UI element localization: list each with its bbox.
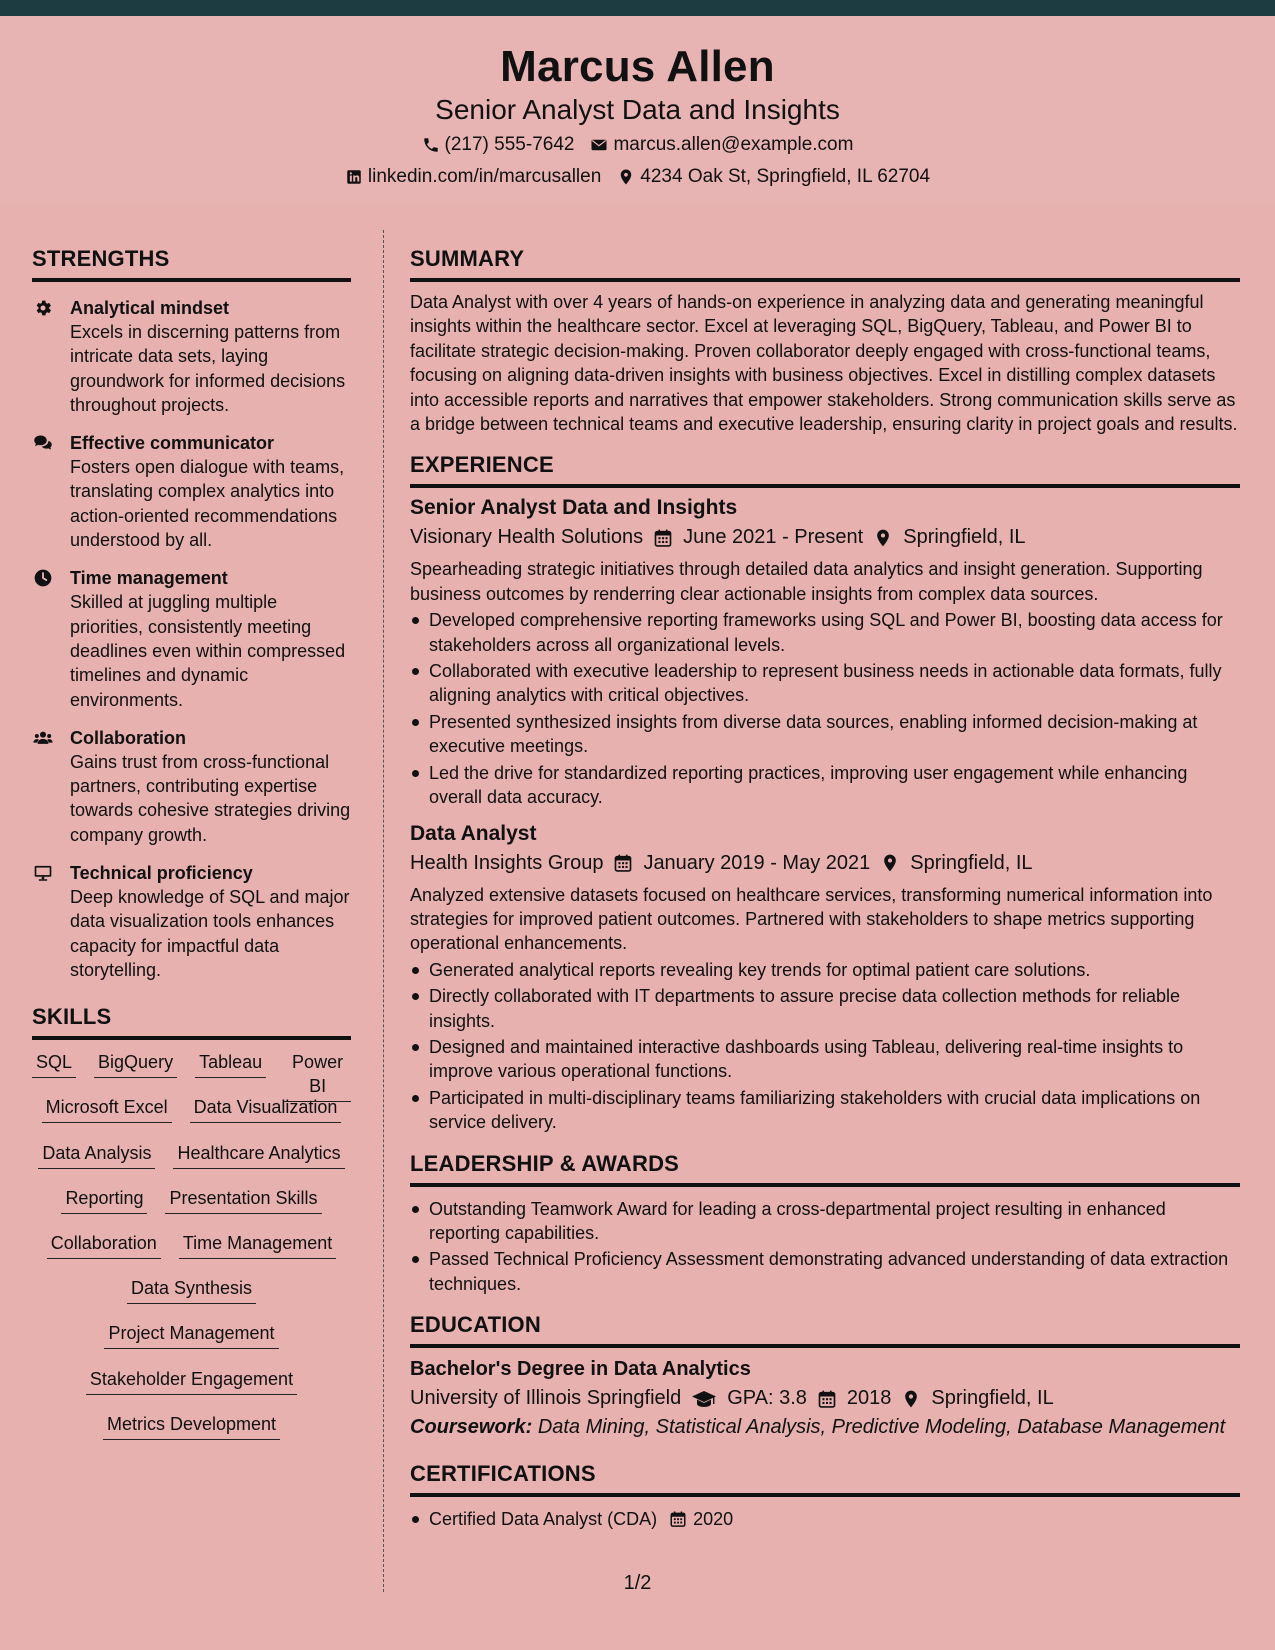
skill-tag: Data Synthesis bbox=[127, 1276, 256, 1304]
linkedin-icon bbox=[345, 168, 363, 186]
graduation-cap-icon bbox=[691, 1389, 717, 1409]
linkedin-link[interactable]: linkedin.com/in/marcusallen bbox=[367, 166, 602, 187]
job-location: Springfield, IL bbox=[903, 526, 1026, 549]
summary-text: Data Analyst with over 4 years of hands-on experience in analyzing data and generating meaningful insights within the healthcare sector. Excel at leveraging SQL, BigQuery, Tableau, and Power BI to facilitate strategic decision-making. Proven collaborator deeply engaged with cross-functional teams, focusing on aligning data-driven insights with business objectives. Excel in distilling complex datasets into accessible reports and narratives that empower stakeholders. Strong communication skills serve as a bridge between technical teams and executive leadership, ensuring clarity in project goals and results. bbox=[410, 292, 1238, 435]
job-meta bbox=[410, 852, 1240, 875]
contact-row-2 bbox=[0, 166, 1275, 188]
job-company: Visionary Health Solutions bbox=[410, 526, 644, 549]
strength-item bbox=[32, 296, 351, 417]
skills-row bbox=[32, 1141, 351, 1186]
job-bullets bbox=[410, 608, 1240, 809]
graduation-year: 2018 bbox=[846, 1387, 892, 1410]
skill-tag: Stakeholder Engagement bbox=[86, 1367, 297, 1395]
contact-row-1 bbox=[0, 134, 1275, 156]
bullet-item: Led the drive for standardized reporting practices, improving user engagement while enhancing overall data accuracy. bbox=[410, 761, 1240, 810]
skill-tag: Time Management bbox=[179, 1231, 336, 1259]
skill-tag: SQL bbox=[32, 1050, 76, 1078]
leadership-heading: LEADERSHIP & AWARDS bbox=[410, 1151, 1240, 1187]
job-location: Springfield, IL bbox=[910, 851, 1033, 874]
bullet-item: Collaborated with executive leadership to represent business needs in actionable data formats, fully aligning analytics with critical objectives. bbox=[410, 659, 1240, 708]
linkedin-contact[interactable] bbox=[345, 166, 601, 188]
strength-description: Deep knowledge of SQL and major data visualization tools enhances capacity for impactful data storytelling. bbox=[70, 887, 350, 980]
skills-row bbox=[32, 1276, 351, 1321]
email-link[interactable]: marcus.allen@example.com bbox=[613, 134, 854, 155]
bullet-item: Designed and maintained interactive dashboards using Tableau, delivering real-time insights to improve various operational functions. bbox=[410, 1035, 1240, 1084]
candidate-name: Marcus Allen bbox=[500, 42, 775, 91]
gear-icon bbox=[32, 296, 56, 417]
skills-row bbox=[32, 1367, 351, 1412]
certification-item bbox=[410, 1507, 1240, 1531]
phone-icon bbox=[422, 136, 440, 154]
strength-title: Time management bbox=[70, 568, 228, 589]
coursework-list: Data Mining, Statistical Analysis, Predictive Modeling, Database Management bbox=[537, 1416, 1226, 1439]
skills-row bbox=[32, 1186, 351, 1231]
top-color-bar bbox=[0, 0, 1275, 16]
map-pin-icon bbox=[873, 528, 893, 548]
resume-header bbox=[0, 16, 1275, 204]
strengths-heading: STRENGTHS bbox=[32, 246, 351, 282]
job-dates: June 2021 - Present bbox=[683, 526, 864, 549]
bullet-item: Directly collaborated with IT departments to assure precise data collection methods for reliable insights. bbox=[410, 984, 1240, 1033]
clock-icon bbox=[32, 566, 56, 711]
skills-row bbox=[32, 1412, 351, 1457]
calendar-icon bbox=[613, 853, 633, 873]
strength-title: Technical proficiency bbox=[70, 863, 253, 884]
skill-tag: Project Management bbox=[104, 1321, 278, 1349]
skill-tag: Data Visualization bbox=[190, 1095, 342, 1123]
skill-tag: Power BI bbox=[284, 1050, 351, 1102]
job-description: Spearheading strategic initiatives through detailed data analytics and insight generation. Supporting business outcomes by renderring clear actionable insights from complex data sources. bbox=[410, 559, 1203, 604]
monitor-icon bbox=[32, 861, 56, 982]
email-contact[interactable] bbox=[590, 134, 853, 156]
address-contact bbox=[617, 166, 930, 188]
job-bullets bbox=[410, 958, 1240, 1135]
skill-tag: Collaboration bbox=[47, 1231, 161, 1259]
summary-heading: SUMMARY bbox=[410, 246, 1240, 282]
job-description: Analyzed extensive datasets focused on healthcare services, transforming numerical information into strategies for improved patient outcomes. Partnered with stakeholders to shape metrics supporting operational enhancements. bbox=[410, 884, 1213, 954]
school-location: Springfield, IL bbox=[931, 1387, 1054, 1410]
map-pin-icon bbox=[617, 168, 635, 186]
calendar-icon bbox=[669, 1510, 687, 1528]
certifications-heading: CERTIFICATIONS bbox=[410, 1461, 1240, 1497]
page-number: 1/2 bbox=[623, 1572, 652, 1594]
bullet-item: Outstanding Teamwork Award for leading a cross-departmental project resulting in enhanced reporting capabilities. bbox=[410, 1197, 1240, 1246]
skills-list bbox=[32, 1050, 351, 1457]
skills-row bbox=[32, 1231, 351, 1276]
map-pin-icon bbox=[901, 1389, 921, 1409]
bullet-item: Generated analytical reports revealing key trends for optimal patient care solutions. bbox=[410, 958, 1240, 982]
strength-description: Gains trust from cross-functional partners, contributing expertise towards cohesive strategies driving company growth. bbox=[70, 751, 351, 845]
school-name: University of Illinois Springfield bbox=[410, 1387, 682, 1410]
strength-item bbox=[32, 566, 351, 711]
skill-tag: Microsoft Excel bbox=[42, 1095, 172, 1123]
skill-tag: Presentation Skills bbox=[165, 1186, 321, 1214]
calendar-icon bbox=[817, 1389, 837, 1409]
degree-title: Bachelor's Degree in Data Analytics bbox=[410, 1358, 751, 1381]
coursework bbox=[410, 1416, 1240, 1439]
education-heading: EDUCATION bbox=[410, 1312, 1240, 1348]
strength-title: Effective communicator bbox=[70, 433, 275, 454]
certification-row bbox=[429, 1507, 1240, 1531]
address-text: 4234 Oak St, Springfield, IL 62704 bbox=[640, 166, 931, 187]
left-column bbox=[32, 246, 351, 1457]
bullet-item: Developed comprehensive reporting frameworks using SQL and Power BI, boosting data access for stakeholders across all organizational levels. bbox=[410, 608, 1240, 657]
certification-name: Certified Data Analyst (CDA) bbox=[429, 1509, 658, 1530]
strength-item bbox=[32, 726, 351, 847]
candidate-title: Senior Analyst Data and Insights bbox=[435, 94, 840, 125]
job-dates: January 2019 - May 2021 bbox=[643, 851, 871, 874]
calendar-icon bbox=[653, 528, 673, 548]
coursework-label: Coursework: bbox=[410, 1416, 533, 1439]
skill-tag: Metrics Development bbox=[103, 1412, 280, 1440]
bullet-item: Presented synthesized insights from diverse data sources, enabling informed decision-making at executive meetings. bbox=[410, 710, 1240, 759]
strength-title: Analytical mindset bbox=[70, 298, 230, 318]
skills-row bbox=[32, 1095, 351, 1140]
job-meta bbox=[410, 526, 1240, 549]
envelope-icon bbox=[590, 136, 608, 154]
leadership-bullets bbox=[410, 1197, 1240, 1297]
skills-row bbox=[32, 1050, 351, 1095]
job-role: Data Analyst bbox=[410, 821, 537, 845]
skill-tag: Tableau bbox=[195, 1050, 266, 1078]
education-meta bbox=[410, 1387, 1240, 1410]
job-company: Health Insights Group bbox=[410, 851, 604, 874]
skill-tag: Data Analysis bbox=[38, 1141, 155, 1169]
job-role: Senior Analyst Data and Insights bbox=[410, 496, 738, 520]
skill-tag: BigQuery bbox=[94, 1050, 177, 1078]
skills-row bbox=[32, 1321, 351, 1366]
phone-contact bbox=[422, 134, 575, 156]
phone-number: (217) 555-7642 bbox=[444, 134, 575, 155]
skill-tag: Healthcare Analytics bbox=[173, 1141, 344, 1169]
right-column bbox=[410, 246, 1240, 1534]
strength-description: Skilled at juggling multiple priorities, consistently meeting deadlines even within compressed timelines and dynamic environments. bbox=[70, 592, 346, 710]
column-divider bbox=[383, 230, 384, 1592]
gpa-text: GPA: 3.8 bbox=[727, 1387, 807, 1410]
strength-item bbox=[32, 431, 351, 552]
strength-description: Excels in discerning patterns from intricate data sets, laying groundwork for informed decisions throughout projects. bbox=[70, 322, 346, 415]
job-entry bbox=[410, 496, 1240, 809]
bullet-item: Passed Technical Proficiency Assessment demonstrating advanced understanding of data extraction techniques. bbox=[410, 1247, 1240, 1296]
strength-title: Collaboration bbox=[70, 727, 186, 748]
users-icon bbox=[32, 726, 56, 847]
experience-heading: EXPERIENCE bbox=[410, 452, 1240, 488]
job-entry bbox=[410, 822, 1240, 1135]
skills-heading: SKILLS bbox=[32, 1004, 351, 1040]
skill-tag: Reporting bbox=[61, 1186, 147, 1214]
certifications-list bbox=[410, 1507, 1240, 1531]
map-pin-icon bbox=[880, 853, 900, 873]
strength-description: Fosters open dialogue with teams, translating complex analytics into action-oriented recommendations understood by all. bbox=[70, 457, 345, 551]
strength-item bbox=[32, 861, 351, 982]
certification-year: 2020 bbox=[693, 1509, 734, 1530]
chat-icon bbox=[32, 431, 56, 552]
bullet-item: Participated in multi-disciplinary teams familiarizing stakeholders with crucial data implications on service delivery. bbox=[410, 1086, 1240, 1135]
